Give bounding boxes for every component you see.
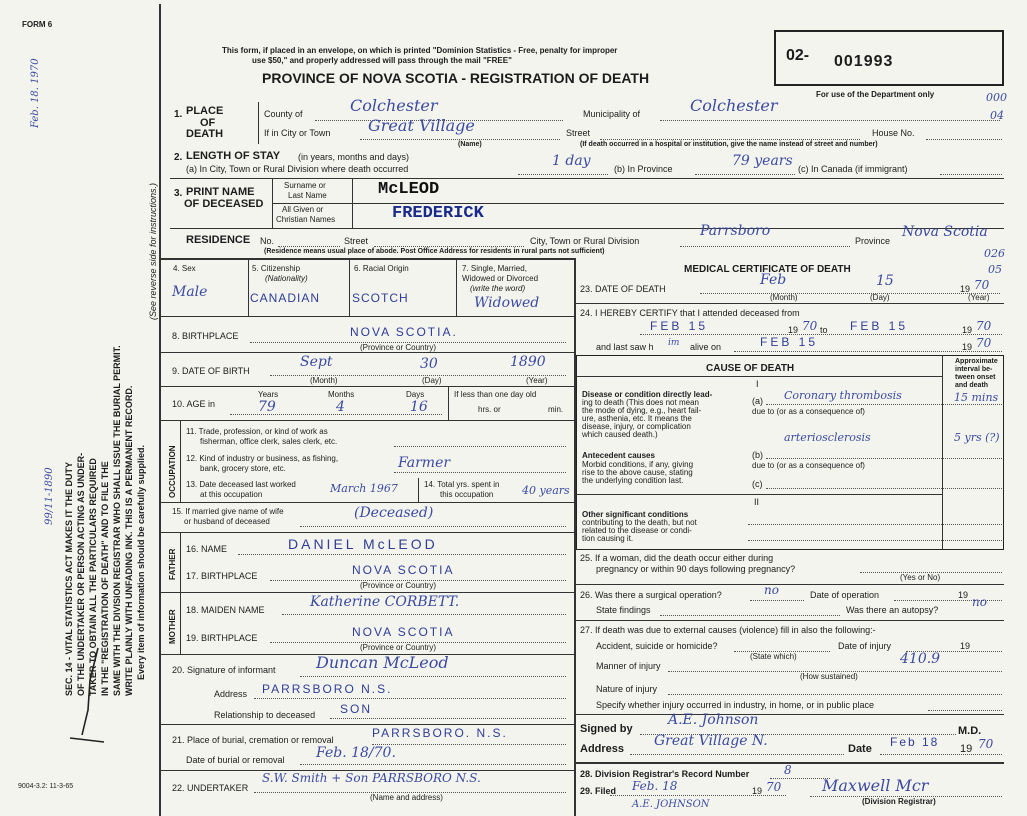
dob-label: 9. DATE OF BIRTH [172, 366, 250, 376]
municipality-value: Colchester [690, 96, 778, 115]
certifier-date: Feb 18 [890, 735, 940, 749]
informant-sig-label: 20. Signature of informant [172, 665, 276, 675]
cause-a-label: (a) [752, 396, 763, 406]
given-value: FREDERICK [392, 204, 484, 223]
father-birthplace: NOVA SCOTIA [352, 563, 455, 577]
header-notice-2: use $50," and properly addressed will pass through the mail "FREE" [252, 56, 512, 65]
certifier-date-prefix: 19 [960, 743, 973, 755]
place-label-2: OF [200, 117, 216, 129]
attend-to-prefix: 19 [962, 325, 973, 335]
instructions-line-3: TAKER TO OBTAIN ALL THE PARTICULARS REQUIRED [88, 458, 98, 696]
residence-street-label: Street [344, 236, 369, 246]
q26-value: no [764, 583, 779, 597]
cause-title: CAUSE OF DEATH [706, 363, 795, 374]
alive-on-label: alive on [690, 342, 722, 352]
autopsy-value: no [972, 595, 987, 609]
interval-label-2: interval be- [955, 366, 993, 373]
undertaker-value: S.W. Smith + Son PARRSBORO N.S. [262, 771, 481, 785]
mother-side-label: MOTHER [168, 609, 177, 644]
death-date-label: 23. DATE OF DEATH [580, 284, 666, 294]
occupation-q13-1: 13. Date deceased last worked [186, 480, 296, 489]
informant-signature: Duncan McLeod [316, 653, 449, 672]
filed-prefix: 19 [752, 786, 763, 796]
form-id: FORM 6 [22, 20, 53, 29]
last-saw-year: 70 [976, 336, 992, 350]
attend-from-year: 70 [802, 319, 818, 333]
surname-label-1: Surname or [284, 181, 326, 190]
mother-maiden-label: 18. MAIDEN NAME [186, 605, 265, 615]
death-day: 15 [876, 273, 894, 289]
instructions-line-7: Every item of information should be carefully supplied. [136, 444, 146, 680]
residence-label: RESIDENCE [186, 234, 251, 246]
dept-code-2: 04 [990, 109, 1004, 122]
dept-code-4: 05 [988, 263, 1002, 276]
occupation-q14-2: this occupation [440, 490, 494, 499]
occupation-q12-value: Farmer [398, 455, 451, 471]
marital-value: Widowed [474, 295, 540, 311]
burial-date-label: Date of burial or removal [186, 755, 285, 765]
undertaker-label: 22. UNDERTAKER [172, 783, 249, 793]
instructions-line-6: WRITE PLAINLY WITH UNFADING INK. THIS IS A PERMANENT RECORD. [124, 385, 134, 696]
given-label-1: All Given or [282, 205, 324, 214]
interval-label-4: and death [955, 382, 989, 389]
municipality-label: Municipality of [583, 109, 641, 119]
instructions-line-8: (See reverse side for instructions.) [148, 182, 158, 320]
section-one: I [756, 379, 759, 389]
last-saw-prefix: 19 [962, 342, 973, 352]
attend-from-prefix: 19 [788, 325, 799, 335]
certifier-date-year: 70 [978, 737, 994, 751]
occupation-q14-1: 14. Total yrs. spent in [424, 480, 500, 489]
antecedent-text-1: Morbid conditions, if any, giving [582, 460, 694, 469]
mother-maiden: Katherine CORBETT. [310, 594, 460, 610]
stay-b-label: (b) In Province [614, 164, 673, 174]
death-day-sub: (Day) [870, 293, 890, 302]
section-two: II [754, 497, 760, 507]
other-text-2: related to the disease or condi- [582, 526, 692, 535]
age-years-label: Years [258, 390, 279, 399]
accident-label: Accident, suicide or homicide? [596, 641, 718, 651]
stay-num: 2. [174, 152, 183, 163]
attend-label: 24. I HEREBY CERTIFY that I attended deceased from [580, 308, 800, 318]
interval-label-3: tween onset [955, 374, 996, 381]
signed-by-label: Signed by [580, 723, 633, 735]
certifier-address-label: Address [580, 743, 625, 755]
filed-date: Feb. 18 [632, 779, 678, 793]
death-year-prefix: 19 [960, 284, 971, 294]
father-name-label: 16. NAME [186, 544, 228, 554]
other-heading: Other significant conditions [582, 510, 689, 519]
age-days: 16 [410, 399, 428, 415]
occupation-q14-value: 40 years [522, 484, 570, 497]
place-label-1: PLACE [186, 105, 224, 117]
how-sustained-sub: (How sustained) [800, 672, 858, 681]
sex-label: 4. Sex [173, 264, 196, 273]
medical-title: MEDICAL CERTIFICATE OF DEATH [684, 264, 851, 275]
surname-value: McLEOD [378, 180, 440, 199]
occupation-q12-2: bank, grocery store, etc. [200, 464, 286, 473]
residence-city: Parrsboro [700, 223, 771, 239]
death-month: Feb [760, 272, 787, 288]
age-months: 4 [336, 399, 345, 415]
autopsy-label: Was there an autopsy? [846, 605, 939, 615]
injury-code: 410.9 [900, 651, 941, 667]
due-to-b: due to (or as a consequence of) [752, 461, 865, 470]
place-label-3: DEATH [186, 128, 224, 140]
record-number: 8 [784, 763, 792, 777]
attend-from: FEB 15 [650, 319, 709, 333]
county-label: County of [264, 109, 303, 119]
margin-code: 99/11-1890 [44, 467, 55, 525]
house-label: House No. [872, 128, 915, 138]
stay-a-value: 1 day [552, 153, 591, 169]
cause-b-value: arteriosclerosis [784, 431, 871, 444]
dob-day-sub: (Day) [422, 376, 442, 385]
dob-month: Sept [300, 354, 333, 370]
dob-year: 1890 [510, 354, 546, 370]
city-label: If in City or Town [264, 128, 331, 138]
disease-text-5: which caused death.) [582, 430, 658, 439]
informant-relationship: SON [340, 702, 373, 716]
age-days-label: Days [406, 390, 425, 399]
stay-b-value: 79 years [732, 153, 793, 169]
residence-city-label: City, Town or Rural Division [530, 236, 640, 246]
state-which-sub: (State which) [750, 652, 797, 661]
city-value: Great Village [368, 116, 475, 135]
racial-value: SCOTCH [352, 291, 409, 305]
death-year: 70 [974, 278, 990, 292]
age-hrs-label: hrs. or [478, 405, 501, 414]
dob-year-sub: (Year) [526, 376, 548, 385]
q27-label: 27. If death was due to external causes (violence) fill in also the following:- [580, 625, 876, 635]
age-label: 10. AGE in [172, 399, 216, 409]
stay-label: LENGTH OF STAY [186, 150, 281, 162]
citizenship-label: 5. Citizenship [252, 264, 301, 273]
marital-label-3: (write the word) [470, 284, 526, 293]
age-years: 79 [258, 399, 276, 415]
death-year-sub: (Year) [968, 293, 990, 302]
informant-address-label: Address [214, 689, 248, 699]
antecedent-text-2: rise to the above cause, stating [582, 468, 693, 477]
date-operation-label: Date of operation [810, 590, 880, 600]
mother-birthplace-sub: (Province or Country) [360, 643, 437, 652]
occupation-q13-value: March 1967 [330, 482, 398, 495]
dob-day: 30 [420, 356, 438, 372]
interval-b-value: 5 yrs (?) [954, 431, 1000, 444]
residence-note: (Residence means usual place of abode. Post Office Address for residents in rural parts not sufficient) [264, 248, 605, 255]
marital-label-1: 7. Single, Married, [462, 264, 527, 273]
father-side-label: FATHER [168, 548, 177, 580]
other-text-3: tion causing it. [582, 534, 634, 543]
last-saw-date: FEB 15 [760, 335, 819, 349]
instructions-line-4: IN THE "REGISTRATION OF DEATH" AND TO FILE THE [100, 461, 110, 696]
burial-place: PARRSBORO. N.S. [372, 726, 508, 740]
other-text-1: contributing to the death, but not [582, 518, 697, 527]
birthplace-sub: (Province or Country) [360, 343, 437, 352]
disease-text-3: ure, asthenia, etc. It means the [582, 414, 692, 423]
operation-year-prefix: 19 [958, 590, 969, 600]
city-name-sub: (Name) [458, 141, 482, 148]
instructions-line-5: SAME WITH THE DIVISION REGISTRAR WHO SHALL ISSUE THE BURIAL PERMIT. [112, 345, 122, 696]
nature-label: Nature of injury [596, 684, 658, 694]
spouse-value: (Deceased) [354, 505, 434, 521]
birthplace-label: 8. BIRTHPLACE [172, 331, 239, 341]
last-saw-him: im [668, 338, 680, 348]
industry-label: Specify whether injury occurred in industry, in home, or in public place [596, 700, 874, 710]
spouse-label-1: 15. If married give name of wife [172, 507, 284, 516]
name-label-2: OF DECEASED [184, 198, 264, 210]
dept-use-label: For use of the Department only [816, 90, 935, 99]
occupation-q11-2: fisherman, office clerk, sales clerk, etc. [200, 437, 338, 446]
mother-birthplace: NOVA SCOTIA [352, 625, 455, 639]
q25-line-1: 25. If a woman, did the death occur either during [580, 553, 774, 563]
burial-place-label: 21. Place of burial, cremation or removal [172, 735, 334, 745]
citizenship-sub: (Nationality) [265, 274, 308, 283]
racial-label: 6. Racial Origin [354, 264, 409, 273]
given-label-2: Christian Names [276, 215, 336, 224]
injury-year-prefix: 19 [960, 641, 971, 651]
disease-text-1: ing to death (This does not mean [582, 398, 699, 407]
registrar-label: (Division Registrar) [862, 797, 936, 806]
registration-number-box [774, 30, 1004, 86]
death-month-sub: (Month) [770, 293, 798, 302]
certifier-date-label: Date [848, 743, 872, 755]
name-num: 3. [174, 188, 183, 199]
name-label-1: PRINT NAME [186, 186, 255, 198]
age-min-label: min. [548, 405, 564, 414]
form-title: PROVINCE OF NOVA SCOTIA - REGISTRATION OF DEATH [262, 70, 650, 86]
dob-month-sub: (Month) [310, 376, 338, 385]
instructions-line-1: SEC. 14 - VITAL STATISTICS ACT MAKES IT THE DUTY [64, 461, 74, 696]
margin-signature-mark [60, 640, 110, 750]
burial-date: Feb. 18/70. [316, 745, 396, 761]
state-findings-label: State findings [596, 605, 651, 615]
spouse-label-2: or husband of deceased [184, 517, 270, 526]
print-code: 9004-3.2: 11-3-65 [18, 783, 74, 790]
cause-a-value: Coronary thrombosis [784, 389, 902, 402]
registration-number: 001993 [834, 53, 894, 70]
father-name: DANIEL McLEOD [288, 536, 438, 552]
disease-text-4: disease, injury, or complication [582, 422, 691, 431]
attend-to-label: to [820, 325, 828, 335]
antecedent-text-3: the underlying condition last. [582, 476, 684, 485]
father-birthplace-sub: (Province or Country) [360, 581, 437, 590]
occupation-q11-1: 11. Trade, profession, or kind of work as [186, 427, 328, 436]
dept-code-1: 000 [986, 91, 1007, 104]
occupation-q13-2: at this occupation [200, 490, 263, 499]
father-birthplace-label: 17. BIRTHPLACE [186, 571, 258, 581]
dept-code-3: 026 [984, 247, 1005, 260]
occupation-q12-1: 12. Kind of industry or business, as fishing, [186, 454, 339, 463]
header-notice-1: This form, if placed in an envelope, on which is printed "Dominion Statistics - Free, penalty for improper [222, 46, 618, 55]
surname-label-2: Last Name [288, 191, 327, 200]
marital-label-2: Widowed or Divorced [462, 274, 539, 283]
disease-heading: Disease or condition directly lead- [582, 390, 713, 399]
county-value: Colchester [350, 96, 438, 115]
sex-value: Male [172, 284, 208, 300]
age-less-day-label: If less than one day old [454, 390, 537, 399]
mother-birthplace-label: 19. BIRTHPLACE [186, 633, 258, 643]
manner-label: Manner of injury [596, 661, 661, 671]
certifier-address: Great Village N. [654, 733, 768, 749]
age-months-label: Months [328, 390, 355, 399]
signed-by-value: A.E. Johnson [668, 712, 759, 728]
date-injury-label: Date of injury [838, 641, 892, 651]
attend-to-year: 70 [976, 319, 992, 333]
registration-prefix: 02- [786, 47, 810, 64]
attend-to: FEB 15 [850, 319, 909, 333]
instructions-line-2: OF THE UNDERTAKER OR PERSON ACTING AS UNDER- [76, 452, 86, 696]
registrar-signature: Maxwell Mcr [822, 776, 929, 795]
occupation-side-label: OCCUPATION [168, 445, 177, 498]
q26-label: 26. Was there a surgical operation? [580, 590, 722, 600]
informant-rel-label: Relationship to deceased [214, 710, 316, 720]
q25-line-2: pregnancy or within 90 days following pregnancy? [596, 564, 796, 574]
residence-no-label: No. [260, 236, 275, 246]
street-label: Street [566, 128, 591, 138]
citizenship-value: CANADIAN [250, 291, 321, 305]
due-to-a: due to (or as a consequence of) [752, 407, 865, 416]
interval-label-1: Approximate [955, 358, 998, 365]
bottom-name: A.E. JOHNSON [632, 799, 710, 810]
disease-text-2: the mode of dying, e.g., heart fail- [582, 406, 702, 415]
residence-province-label: Province [855, 236, 891, 246]
margin-date: Feb. 18. 1970 [30, 58, 41, 128]
undertaker-sub: (Name and address) [370, 793, 443, 802]
residence-province: Nova Scotia [902, 224, 988, 240]
hospital-note: (If death occurred in a hospital or institution, give the name instead of street and number) [580, 141, 878, 148]
interval-a-value: 15 mins [954, 391, 999, 404]
last-saw-label: and last saw h [596, 342, 654, 352]
filed-label: 29. Filed [580, 786, 617, 796]
cause-c-label: (c) [752, 479, 763, 489]
stay-c-label: (c) In Canada (if immigrant) [798, 164, 908, 174]
filed-year: 70 [766, 780, 782, 794]
record-number-label: 28. Division Registrar's Record Number [580, 769, 750, 779]
cause-b-label: (b) [752, 450, 763, 460]
informant-address: PARRSBORO N.S. [262, 682, 393, 696]
stay-label-sub: (in years, months and days) [298, 152, 410, 162]
stay-a-label: (a) In City, Town or Rural Division where death occurred [186, 164, 409, 174]
antecedent-heading: Antecedent causes [582, 451, 655, 460]
md-label: M.D. [958, 725, 982, 737]
q25-sub: (Yes or No) [900, 573, 941, 582]
place-num: 1. [174, 109, 183, 120]
birthplace-value: NOVA SCOTIA. [350, 325, 458, 339]
